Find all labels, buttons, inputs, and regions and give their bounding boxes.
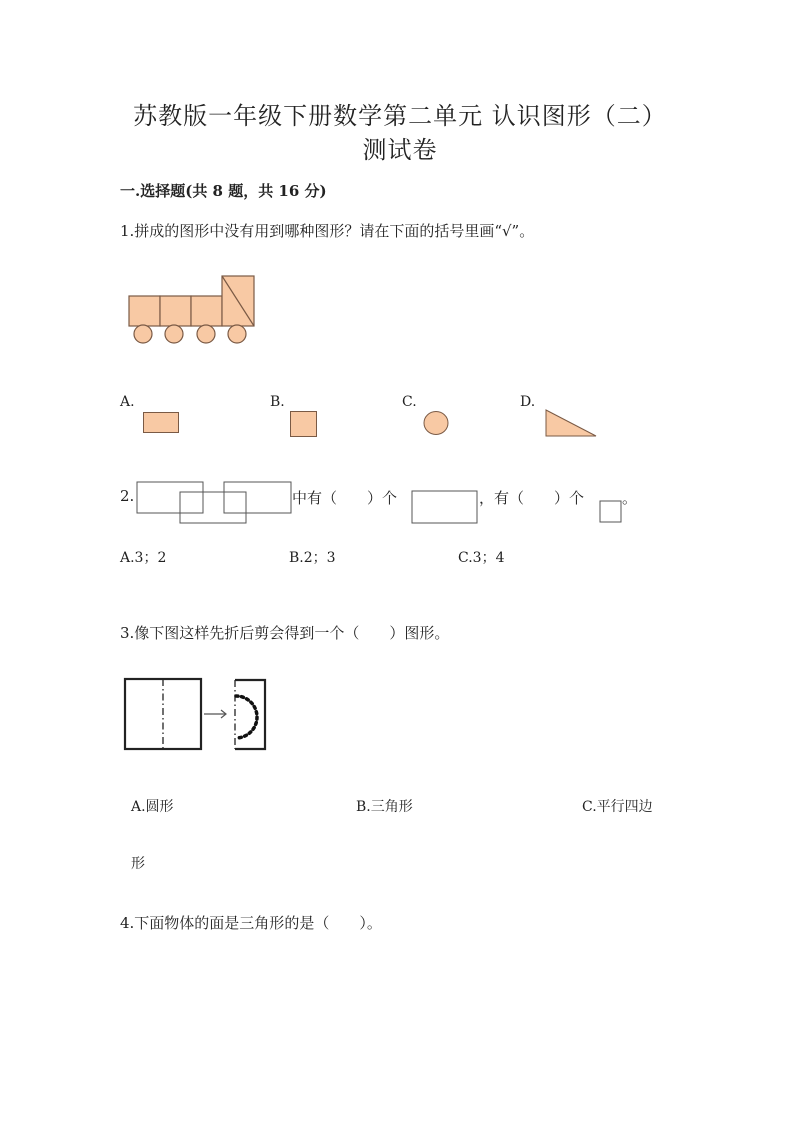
- truck-square-2: [160, 296, 191, 326]
- q2-option-c[interactable]: C.3；4: [458, 550, 505, 566]
- q2-option-b[interactable]: B.2；3: [289, 550, 336, 566]
- truck-wheel-1: [134, 325, 152, 343]
- question-2-part1: 中有（ ）个: [292, 489, 398, 507]
- q3-fold-cut-figure: [122, 676, 278, 754]
- page-subtitle: 测试卷: [362, 136, 438, 164]
- q3-option-a[interactable]: A.圆形: [131, 799, 174, 815]
- question-2-part2: ，有（ ）个: [479, 489, 585, 507]
- arrow-icon: [204, 710, 226, 718]
- q1-option-c[interactable]: C.: [402, 394, 417, 410]
- q3-option-c-wrap: 形: [131, 856, 145, 872]
- q1-option-d-triangle: [544, 408, 598, 438]
- truck-square-3: [191, 296, 222, 326]
- question-2-part3: 。: [622, 489, 638, 507]
- q1-truck-figure: [126, 272, 260, 346]
- q3-option-c[interactable]: C.平行四边: [582, 799, 653, 815]
- q1-option-d[interactable]: D.: [520, 394, 536, 410]
- q1-option-c-circle: [423, 410, 449, 436]
- q2-rectangle-shape: [411, 490, 479, 525]
- q1-option-b-square: [290, 411, 318, 438]
- question-4-text: 4.下面物体的面是三角形的是（ ）。: [120, 914, 382, 932]
- question-1-text: 1.拼成的图形中没有用到哪种图形？请在下面的括号里画“√”。: [120, 222, 535, 240]
- q2-overlapping-rectangles-figure: [136, 481, 293, 526]
- q3-option-b[interactable]: B.三角形: [356, 799, 413, 815]
- q1-option-b[interactable]: B.: [270, 394, 285, 410]
- question-3-text: 3.像下图这样先折后剪会得到一个（ ）图形。: [120, 624, 450, 642]
- question-2-number: 2.: [120, 487, 135, 505]
- q1-option-a-rectangle: [143, 412, 180, 434]
- section-heading: 一.选择题(共 8 题，共 16 分): [120, 182, 327, 200]
- q2-option-a[interactable]: A.3；2: [120, 550, 167, 566]
- truck-square-1: [129, 296, 160, 326]
- truck-wheel-2: [165, 325, 183, 343]
- truck-wheel-4: [228, 325, 246, 343]
- truck-wheel-3: [197, 325, 215, 343]
- page-title: 苏教版一年级下册数学第二单元 认识图形（二）: [133, 102, 667, 130]
- q2-square-shape: [599, 500, 623, 524]
- cut-line: [236, 696, 257, 738]
- q1-option-a[interactable]: A.: [120, 394, 135, 410]
